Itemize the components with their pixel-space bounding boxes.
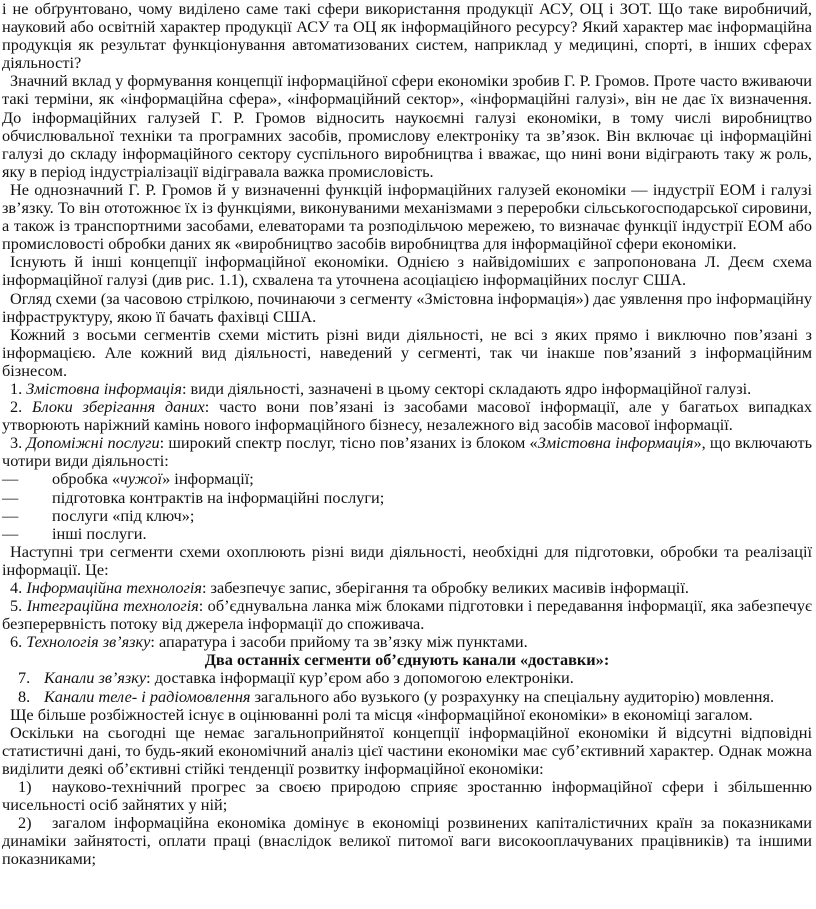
paragraph-scheme-overview: Огляд схеми (за часовою стрілкою, починаючи з сегменту «Змістовна інформація») дає уявлення про інформаційну інфраструктуру, якою її бачать фахівці США.: [2, 288, 812, 326]
paragraph-next-segments: Наступні три сегменти схеми охоплюють різні види діяльності, необхідні для підготовки, обробки та реалізації інформації. Це:: [2, 541, 812, 579]
segment-7: [2, 669, 812, 687]
segment-6: [2, 633, 812, 651]
dash-marker: —: [2, 505, 19, 525]
segment-text-end: », що включають чотири види діяльності:: [2, 433, 812, 471]
segment-term: Інтеграційна технологія: [26, 596, 199, 616]
dash-text: обробка «чужої» інформації;: [52, 469, 254, 489]
dash-marker: —: [2, 469, 19, 489]
paragraph-intro: і не обґрунтовано, чому виділено саме такі сфери використання продукції АСУ, ОЦ і ЗОТ. Що таке виробничий, науковий або освітній характер продукції АСУ та ОЦ як інформаційного ресурсу? Який характер має інформаційна продукція як результат функціонування автоматизованих систем, наприклад у медицині, спорті, в інших сферах діяльності?: [2, 0, 812, 73]
segment-text: : часто вони пов’язані із засобами масової інформації, але у багатьох випадках утворюють наріжний камінь нового інформаційного бізнесу, незалежного від засобів масової інформації.: [2, 397, 812, 435]
segment-4: [2, 579, 812, 597]
section-heading: Два останніх сегменти об’єднують канали «доставки»:: [204, 650, 610, 670]
dash-item: [2, 489, 812, 507]
paragraph-discrepancies: Ще більше розбіжностей існує в оцінюванні ролі та місця «інформаційної економіки» в економіці загалом.: [10, 704, 753, 724]
segment-number: 7.: [18, 668, 31, 688]
trend-number: 1): [18, 777, 32, 797]
paragraph-gromov: Значний вклад у формування концепції інформаційної сфери економіки зробив Г. Р. Громов. Проте часто вживаючи такі терміни, як «інформаційна сфера», «інформаційний сектор», «інформаційні галузі», він не дає їх визначення. До інформаційних галузей Г. Р. Громов відносить наукоємні галузі економіки, в тому числі виробництво обчислювальної техніки та програмних засобів, промислову електроніку та зв’язок. Він включає ці інформаційні галузі до складу інформаційного сектору суспільного виробництва і вважає, що нині вони відіграють таку ж роль, яку в період індустріалізації відігравала важка промисловість.: [2, 71, 812, 181]
segment-number: 1.: [10, 378, 23, 398]
trend-2: [2, 814, 812, 868]
segment-number: 6.: [10, 632, 23, 652]
dash-item: [2, 507, 812, 525]
segment-term-ref: Змістовна інформація: [537, 433, 694, 453]
segment-2: [2, 398, 812, 434]
segment-text: : широкий спектр послуг, тісно пов’язаних із блоком «: [159, 433, 538, 453]
trend-1: [2, 778, 812, 814]
segment-number: 3.: [10, 433, 23, 453]
segment-text: : об’єднувальна ланка між блоками підготовки і передавання інформації, яка забезпечує безперервність потоку від джерела інформації до споживача.: [2, 596, 812, 634]
paragraph-other-concepts: Існують й інші концепції інформаційної економіки. Однією з найвідоміших є запропонована Л. Деєм схема інформаційної галузі (див рис. 1.1), схвалена та уточнена асоціацією інформаційних послуг США.: [2, 252, 812, 290]
segment-5: [2, 597, 812, 633]
segment-3: [2, 434, 812, 470]
segment-1: [2, 380, 812, 398]
trend-text: науково-технічний прогрес за своєю природою сприяє зростанню інформаційної сфери і збільшенню чисельності осіб зайнятих у ній;: [2, 777, 812, 815]
dash-text: підготовка контрактів на інформаційні послуги;: [52, 487, 385, 507]
dash-marker: —: [2, 523, 19, 543]
segment-term: Блоки зберігання даних: [31, 397, 205, 417]
dash-marker: —: [2, 487, 19, 507]
segment-term: Допоміжні послуги: [26, 433, 160, 453]
dash-item: [2, 470, 812, 488]
segment-term: Канали зв’язку: [44, 668, 147, 688]
segment-number: 2.: [10, 397, 23, 417]
segment-text: загального або вузького (у розрахунку на спеціальну аудиторію) мовлення.: [250, 686, 775, 706]
segment-number: 5.: [10, 596, 23, 616]
paragraph-gromov-functions: Не однозначний Г. Р. Громов й у визначенні функцій інформаційних галузей економіки — індустрії ЕОМ і галузі зв’язку. То він ототожнює їх із функціями, виконуваними механізмами з переробки сільськогосподарської сировини, а також із транспортними засобами, елеваторами та розподільчою мережею, то визначає функції індустрії ЕОМ або промисловості обробки даних як «виробництво засобів виробництва для інформаційної сфери економіки.: [2, 179, 812, 254]
segment-text: : апаратура і засоби прийому та зв’язку між пунктами.: [150, 632, 528, 652]
segment-number: 4.: [10, 578, 23, 597]
segment-8: [2, 688, 812, 706]
segment-term: Змістовна інформація: [26, 378, 182, 398]
trend-text: загалом інформаційна економіка домінує в економіці розвинених капіталістичних країн за показниками динаміки зайнятості, оплати праці (внаслідок великої питомої ваги високооплачуваних працівників) та іншими показниками;: [2, 813, 812, 869]
dash-text: інші послуги.: [52, 523, 147, 543]
paragraph-segments: Кожний з восьми сегментів схеми містить різні види діяльності, не всі з яких прямо і виключно пов’язані з інформацією. Але кожний вид діяльності, наведений у сегменті, так чи інакше пов’язаний з інформаційним бізнесом.: [2, 324, 812, 380]
dash-text: послуги «під ключ»;: [52, 505, 195, 525]
segment-term: Технологія зв’язку: [26, 632, 151, 652]
segment-number: 8.: [18, 686, 31, 706]
segment-term: Канали теле- і радіомовлення: [44, 686, 251, 706]
trend-number: 2): [18, 813, 32, 833]
dash-item: [2, 525, 812, 543]
segment-text: : види діяльності, зазначені в цьому секторі складають ядро інформаційної галузі.: [181, 378, 752, 398]
segment-text: : забезпечує запис, зберігання та обробку великих масивів інформації.: [201, 578, 689, 597]
segment-text: : доставка інформації кур’єром або з допомогою електроніки.: [146, 668, 574, 688]
segment-term: Інформаційна технологія: [26, 578, 202, 597]
paragraph-trends: Оскільки на сьогодні ще немає загальноприйнятої концепції інформаційної економіки й відсутні відповідні статистичні дані, то будь-який економічний аналіз цієї частини економіки має суб’єктивний характер. Однак можна виділити деякі об’єктивні стійкі тенденції розвитку інформаційної економіки:: [2, 722, 812, 778]
